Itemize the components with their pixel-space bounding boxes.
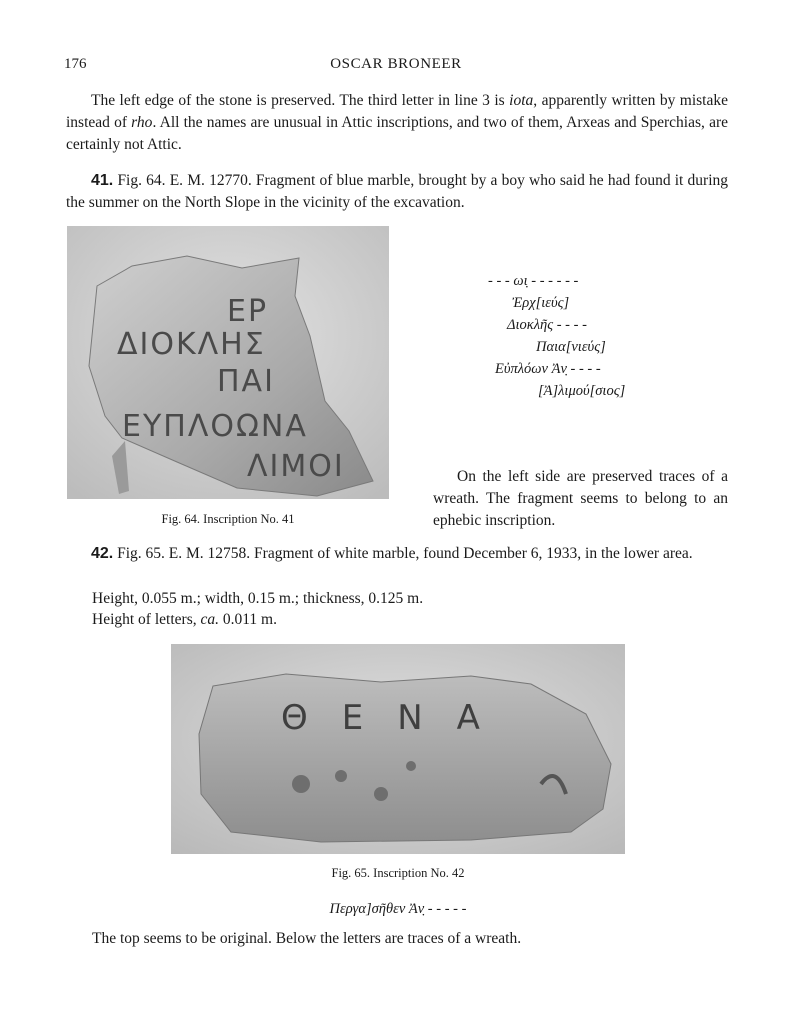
photo-letters-line5: ΛΙΜΟΙ <box>247 449 345 484</box>
page-header <box>64 56 728 78</box>
entry-42-text: Fig. 65. E. M. 12758. Fragment of white marble, found December 6, 1933, in the lower area. <box>117 545 693 562</box>
photo-letters-line1: ΕΡ <box>227 294 269 329</box>
transcription-line-5: Εὐπλόων Ἀν̣ - - - - <box>495 361 601 377</box>
entry-42-transcription: Περγα]σῆθεν Ἀν̣ - - - - - <box>329 901 467 917</box>
transcription-line-1: - - - ωι̣ - - - - - - <box>488 273 579 289</box>
inscription-42-stone-image <box>171 644 625 854</box>
photo-letters-42: ΘΕΝΑ <box>281 698 514 738</box>
entry-42-measurements: Height, 0.055 m.; width, 0.15 m.; thickness, 0.125 m. <box>92 590 424 607</box>
transcription-line-4: Παια[νιεύς] <box>536 339 606 355</box>
entry-42-paragraph <box>66 543 728 565</box>
intro-paragraph: The left edge of the stone is preserved. The third letter in line 3 is iota, apparently written by mistake instead of rho. All the names are unusual in Attic inscriptions, and two of them, Arxeas and Sperchias, are certainly not Attic. <box>66 92 728 153</box>
photo-letters-line4: ΕΥΠΛΟΩΝΑ <box>122 409 308 444</box>
figure-64-caption: Fig. 64. Inscription No. 41 <box>161 512 295 526</box>
entry-41-number: 41. <box>91 172 114 189</box>
page-number: 176 <box>64 56 87 72</box>
entry-42-note: The top seems to be original. Below the letters are traces of a wreath. <box>92 930 522 947</box>
figure-64-photo <box>67 226 389 499</box>
photo-letters-line3: ΠΑΙ <box>217 364 275 399</box>
entry-41-note: On the left side are preserved traces of a wreath. The fragment seems to belong to an ephebic inscription. <box>433 468 728 529</box>
figure-65-caption: Fig. 65. Inscription No. 42 <box>331 866 465 880</box>
entry-42-number: 42. <box>91 545 114 562</box>
entry-42-letter-height: Height of letters, ca. 0.011 m. <box>92 611 277 628</box>
photo-letters-line2: ΔΙΟΚΛΗΣ <box>117 327 266 362</box>
entry-41-text: Fig. 64. E. M. 12770. Fragment of blue marble, brought by a boy who said he had found it during the summer on the North Slope in the vicinity of the excavation. <box>66 172 729 211</box>
transcription-line-6: [Ἀ]λιμού[σιος] <box>538 383 626 399</box>
figure-65-photo <box>171 644 625 854</box>
transcription-line-2: Ἐρχ[ιεύς] <box>512 295 570 311</box>
transcription-line-3: Διοκλῆς - - - - <box>507 317 587 333</box>
entry-41-transcription <box>440 270 640 402</box>
inscription-41-stone-image <box>67 226 389 499</box>
running-title: OSCAR BRONEER <box>330 56 462 72</box>
entry-41-paragraph <box>66 170 728 214</box>
